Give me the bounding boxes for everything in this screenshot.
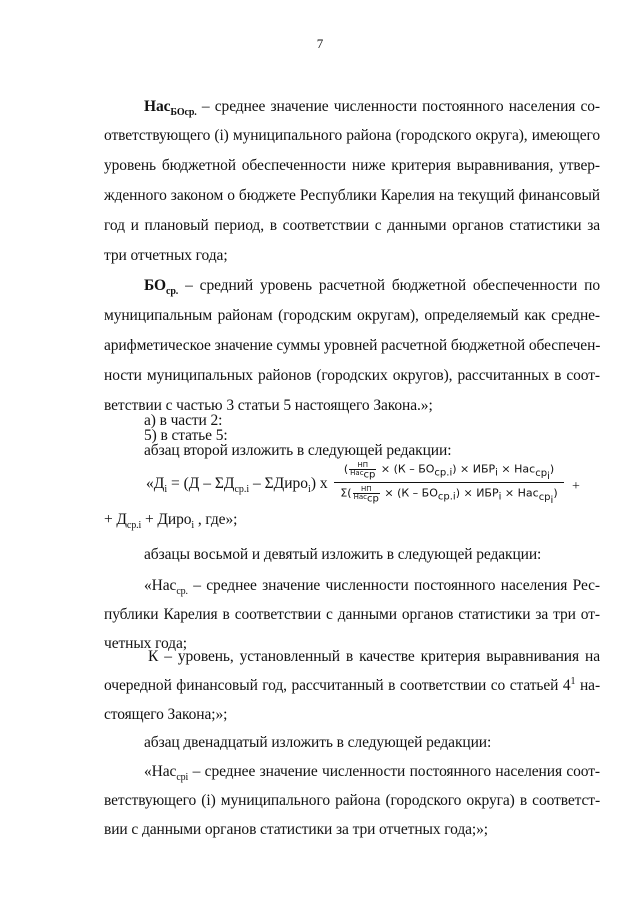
num-ibr-sub: i: [495, 467, 498, 479]
den-nas-cpi: × Нас: [501, 486, 539, 500]
den-mid-sub: ср.i: [437, 491, 456, 503]
fraction-numerator: [334, 461, 564, 482]
num-open: (: [343, 462, 349, 476]
num-nas-cpi: × Нас: [497, 462, 536, 476]
num-nas-cp: [349, 469, 376, 481]
para5-term-sub: срi: [176, 772, 189, 784]
den-inner-fraction: [353, 485, 380, 505]
num-nas-cpi-sub: [535, 467, 550, 482]
den-nas-cpi-sub-a: ср: [538, 491, 551, 503]
abzac-second: абзац второй изложить в следующей редакции:: [144, 442, 452, 459]
para4-sup: 1: [570, 675, 576, 687]
para1-line4: жденного законом о бюджете Республики Карелия на текущий финансовый: [104, 187, 600, 204]
num-nas-cpi-sub-b: i: [547, 470, 550, 482]
num-nas-cpi-sub-a: ср: [535, 467, 548, 479]
para3-line2: публики Карелия в соответствии с данными органов статистики за три от-: [104, 606, 600, 623]
den-nas-sub: ср: [367, 493, 379, 505]
den-ibr-sub: i: [498, 491, 502, 503]
den-sigma: Σ(: [340, 486, 352, 500]
term-nas-bo: [144, 98, 197, 119]
formula-times: ) х: [310, 475, 328, 492]
num-ibr: ) × ИБР: [452, 462, 496, 476]
para2-line4: ности муниципальных районов (городских округов), рассчитанных в соот-: [104, 367, 600, 384]
para1-line3: уровень бюджетной обеспеченности ниже критерия выравнивания, утвер-: [104, 157, 600, 174]
tail-diro: + Диро: [141, 511, 192, 528]
para5-line1: [144, 762, 600, 782]
para2-line1: [144, 276, 600, 296]
para1-line1-text: – среднее значение численности постоянного населения со-: [196, 98, 600, 115]
den-nas: Нас: [353, 493, 368, 501]
num-close: ): [549, 462, 555, 476]
formula-tail: [104, 510, 600, 530]
para4-line2-text: очередной финансовый год, рассчитанный в соответствии со статьей 4: [104, 677, 571, 694]
para1-line1: [144, 97, 600, 117]
den-nas-cpi-sub: [538, 491, 554, 506]
fraction-denominator: [334, 485, 564, 506]
para3-term: «Нас: [144, 577, 177, 594]
item-5: 5) в статье 5:: [144, 427, 228, 444]
formula-d-sub: i: [164, 484, 168, 496]
term-bo-sub: ср.: [166, 286, 179, 298]
para3-line1: [144, 576, 600, 596]
page-number: 7: [316, 36, 324, 51]
den-nas-cp: [353, 493, 380, 505]
tail-gde: , где»;: [194, 511, 238, 528]
fraction-bar: [334, 482, 564, 483]
term-nas: Нас: [144, 98, 171, 115]
para2-line3: арифметическое значение суммы уровней расчетной бюджетной обеспечен-: [104, 337, 601, 354]
para5-line1-text: – среднее значение численности постоянного населения соот-: [188, 763, 600, 780]
item-a: а) в части 2:: [144, 412, 223, 429]
formula-sum-d-sub: ср.i: [234, 484, 250, 496]
formula-d: «Д: [146, 475, 165, 492]
para2-line2: муниципальным районам (городским округам), определяемый как средне-: [104, 307, 600, 324]
num-inner-fraction: [349, 461, 376, 481]
para3-term-sub: ср.: [176, 586, 188, 598]
num-nas-sub: ср: [363, 469, 376, 481]
para5-term: «Нас: [144, 763, 177, 780]
para1-line5: год и плановый период, в соответствии с данными органов статистики за: [104, 217, 600, 234]
para5-line2: ветствующего (i) муниципального района (городского округа) в соответст-: [104, 792, 600, 809]
para4-line1: К – уровень, установленный в качестве критерия выравнивания на: [148, 648, 600, 665]
para4-line2-end: на-: [575, 677, 601, 694]
term-nas-bo-sub: БОср.: [170, 107, 197, 119]
tail-d: + Д: [104, 511, 127, 528]
formula-plus: +: [572, 479, 580, 494]
abzac-12: абзац двенадцатый изложить в следующей редакции:: [144, 734, 492, 751]
formula-sum-d: = (Д – ΣД: [167, 475, 235, 492]
para2-line5: ветствии с частью 3 статьи 5 настоящего Закона.»;: [104, 397, 433, 414]
den-close: ): [553, 486, 558, 500]
term-bo: [144, 277, 179, 298]
para1-line2: ответствующего (i) муниципального района (городского округа), имеющего: [104, 127, 600, 144]
para3-line1-text: – среднее значение численности постоянного населения Рес-: [187, 577, 600, 594]
para3-line3: четных года;: [104, 635, 187, 652]
formula: [146, 455, 606, 511]
den-nas-cpi-sub-b: i: [550, 494, 554, 506]
den-ibr: ) × ИБР: [455, 486, 499, 500]
para4-line2: [104, 676, 600, 696]
para1-line6: три отчетных года;: [104, 247, 228, 264]
para4-line3: стоящего Закона;»;: [104, 706, 228, 723]
para5-line3: вии с данными органов статистики за три отчетных года;»;: [104, 821, 488, 838]
para2-line1-text: – средний уровень расчетной бюджетной обеспеченности по: [178, 277, 600, 294]
formula-left-side: [146, 475, 328, 496]
den-mid: × (К – БО: [380, 486, 438, 500]
tail-diro-sub: i: [191, 520, 195, 532]
num-mid-sub: ср.i: [434, 467, 453, 479]
abzac-8-9: абзацы восьмой и девятый изложить в следующей редакции:: [144, 546, 542, 563]
tail-d-sub: ср.i: [126, 520, 142, 532]
term-bo-main: БО: [144, 277, 166, 294]
formula-fraction: [334, 455, 564, 511]
formula-sum-diro: – ΣДиро: [249, 475, 309, 492]
num-nas: Нас: [350, 469, 364, 477]
den-np: НП: [353, 486, 380, 494]
formula-sum-diro-sub: i: [308, 484, 311, 496]
num-mid: × (К – БО: [377, 462, 435, 476]
num-np: НП: [349, 462, 376, 470]
